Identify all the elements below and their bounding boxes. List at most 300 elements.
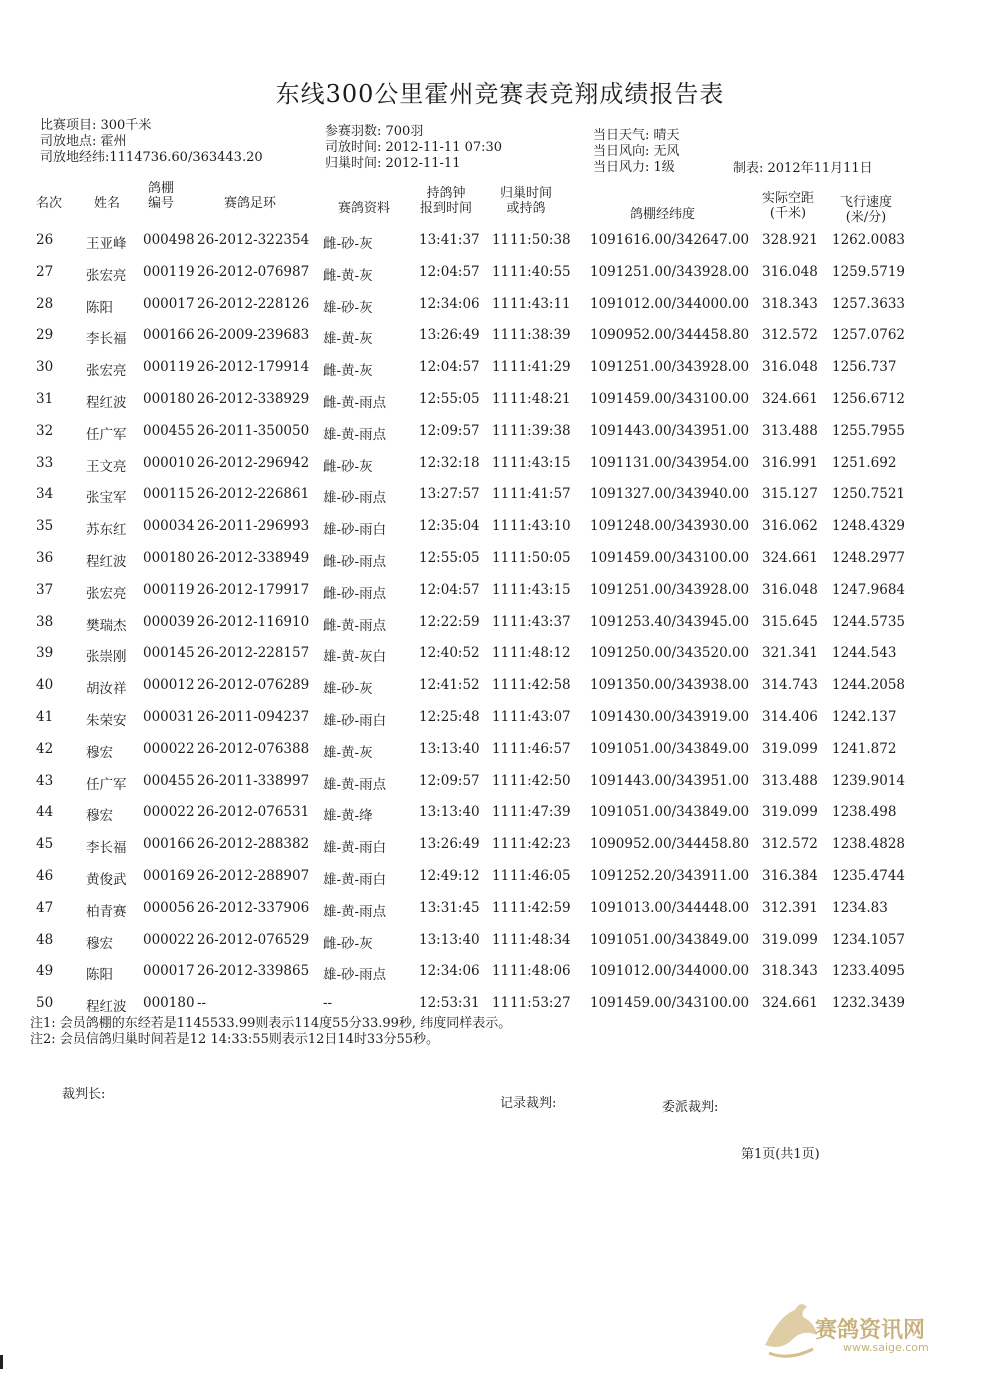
cell-loft: 000180 xyxy=(143,995,195,1012)
cell-ret: 11:43:37 xyxy=(510,613,571,630)
cell-loft: 000012 xyxy=(143,677,195,694)
cell-day: 11 xyxy=(492,390,510,407)
cell-name: 程红波 xyxy=(86,553,127,570)
cell-speed: 1244.5735 xyxy=(832,613,906,630)
cell-loft: 000056 xyxy=(143,899,195,916)
cell-dist: 312.572 xyxy=(762,327,818,344)
cell-ret: 11:42:58 xyxy=(510,677,571,694)
wind-direction: 当日风向: 无风 xyxy=(593,144,680,159)
cell-dist: 315.645 xyxy=(762,613,818,630)
cell-speed: 1256.6712 xyxy=(832,390,906,407)
table-row xyxy=(0,576,1000,608)
cell-rank: 32 xyxy=(36,422,54,439)
cell-day: 11 xyxy=(492,359,510,376)
cell-ring: 26-2012-116910 xyxy=(197,613,310,630)
cell-loft: 000034 xyxy=(143,518,195,535)
cell-dist: 316.991 xyxy=(762,454,818,471)
cell-dist: 313.488 xyxy=(762,422,818,439)
cell-clock: 12:49:12 xyxy=(419,867,480,884)
table-row xyxy=(0,417,1000,449)
cell-day: 11 xyxy=(492,804,510,821)
cell-coord: 1091051.00/343849.00 xyxy=(590,931,750,948)
cell-ret: 11:47:39 xyxy=(510,804,571,821)
chief-judge-label: 裁判长: xyxy=(62,1087,106,1102)
note-1: 注1: 会员鸽棚的东经若是1145533.99则表示114度55分33.99秒, 纬度同样表示。 xyxy=(30,1016,512,1031)
cell-day: 11 xyxy=(492,327,510,344)
cell-speed: 1241.872 xyxy=(832,740,897,757)
header-loft-no: 鸽棚 编号 xyxy=(148,181,175,211)
cell-ring: 26-2011-338997 xyxy=(197,772,310,789)
cell-ret: 11:43:10 xyxy=(510,518,571,535)
cell-coord: 1091252.20/343911.00 xyxy=(590,867,750,884)
cell-ret: 11:42:59 xyxy=(510,899,571,916)
cell-ring: 26-2012-339865 xyxy=(197,963,310,980)
cell-coord: 1090952.00/344458.80 xyxy=(590,836,750,853)
cell-dist: 316.048 xyxy=(762,581,818,598)
cell-ret: 11:53:27 xyxy=(510,995,571,1012)
cell-ring: 26-2012-296942 xyxy=(197,454,310,471)
cell-day: 11 xyxy=(492,931,510,948)
cell-clock: 12:22:59 xyxy=(419,613,480,630)
table-row xyxy=(0,894,1000,926)
cell-name: 胡汝祥 xyxy=(86,681,127,698)
cell-day: 11 xyxy=(492,295,510,312)
cell-coord: 1091012.00/344000.00 xyxy=(590,963,750,980)
table-row xyxy=(0,226,1000,258)
header-speed: 飞行速度 (米/分) xyxy=(840,195,893,225)
cell-desc: 雌-砂-雨点 xyxy=(323,585,387,602)
cell-rank: 36 xyxy=(36,549,54,566)
cell-ret: 11:42:23 xyxy=(510,836,571,853)
cell-dist: 324.661 xyxy=(762,995,818,1012)
cell-ret: 11:48:06 xyxy=(510,963,571,980)
cell-desc: 雄-砂-灰 xyxy=(323,299,373,316)
cell-ret: 11:48:12 xyxy=(510,645,571,662)
header-name: 姓名 xyxy=(94,196,121,211)
cell-name: 张崇刚 xyxy=(86,649,127,666)
note-2: 注2: 会员信鸽归巢时间若是12 14:33:55则表示12日14时33分55秒。 xyxy=(30,1032,440,1047)
cell-dist: 319.099 xyxy=(762,804,818,821)
table-row xyxy=(0,639,1000,671)
cell-desc: 雄-黄-雨白 xyxy=(323,871,387,888)
cell-clock: 12:34:06 xyxy=(419,963,480,980)
table-row xyxy=(0,608,1000,640)
cell-speed: 1257.3633 xyxy=(832,295,906,312)
table-row xyxy=(0,449,1000,481)
cell-speed: 1239.9014 xyxy=(832,772,906,789)
table-row xyxy=(0,830,1000,862)
header-clock-time: 持鸽钟 报到时间 xyxy=(420,186,473,216)
cell-coord: 1091013.00/344448.00 xyxy=(590,899,750,916)
cell-ring: 26-2012-076531 xyxy=(197,804,310,821)
header-coordinates: 鸽棚经纬度 xyxy=(630,207,696,222)
cell-desc: 雄-砂-雨点 xyxy=(323,967,387,984)
cell-rank: 26 xyxy=(36,232,54,248)
cell-name: 陈阳 xyxy=(86,299,113,316)
header-ring: 赛鸽足环 xyxy=(224,196,277,211)
cell-speed: 1248.2977 xyxy=(832,549,906,566)
cell-ret: 11:46:05 xyxy=(510,867,571,884)
cell-desc: 雄-黄-绛 xyxy=(323,808,373,825)
weather: 当日天气: 晴天 xyxy=(593,128,680,143)
cell-loft: 000119 xyxy=(143,359,195,376)
cell-day: 11 xyxy=(492,867,510,884)
cell-coord: 1091131.00/343954.00 xyxy=(590,454,750,471)
cell-speed: 1255.7955 xyxy=(832,422,906,439)
cell-speed: 1247.9684 xyxy=(832,581,906,598)
cell-ret: 11:41:57 xyxy=(510,486,571,503)
cell-day: 11 xyxy=(492,549,510,566)
table-row xyxy=(0,258,1000,290)
table-row xyxy=(0,671,1000,703)
cell-dist: 312.572 xyxy=(762,836,818,853)
wind-force: 当日风力: 1级 xyxy=(593,160,675,175)
committee-judge-label: 委派裁判: xyxy=(662,1100,719,1115)
cell-name: 穆宏 xyxy=(86,744,113,761)
notes xyxy=(30,1016,511,1048)
cell-loft: 000031 xyxy=(143,708,195,725)
cell-speed: 1232.3439 xyxy=(832,995,906,1012)
cell-loft: 000115 xyxy=(143,486,195,503)
page-number: 第1页(共1页) xyxy=(741,1147,820,1162)
cell-day: 11 xyxy=(492,899,510,916)
report-title: 东线300公里霍州竞赛表竞翔成绩报告表 xyxy=(275,80,725,108)
cell-coord: 1091051.00/343849.00 xyxy=(590,804,750,821)
cell-speed: 1250.7521 xyxy=(832,486,906,503)
table-row xyxy=(0,798,1000,830)
cell-desc: 雄-黄-雨点 xyxy=(323,776,387,793)
cell-name: 李长福 xyxy=(86,331,127,348)
cell-ret: 11:43:07 xyxy=(510,708,571,725)
cell-rank: 41 xyxy=(36,708,54,725)
cell-name: 苏东红 xyxy=(86,522,127,539)
scan-mark xyxy=(0,1355,3,1369)
cell-dist: 316.062 xyxy=(762,518,818,535)
cell-desc: 雌-砂-灰 xyxy=(323,236,373,252)
cell-rank: 38 xyxy=(36,613,54,630)
results-table xyxy=(0,226,1000,1021)
cell-coord: 1091459.00/343100.00 xyxy=(590,390,750,407)
cell-speed: 1259.5719 xyxy=(832,263,906,280)
cell-day: 11 xyxy=(492,963,510,980)
cell-ring: 26-2012-076529 xyxy=(197,931,310,948)
cell-name: 程红波 xyxy=(86,999,127,1016)
cell-ret: 11:41:29 xyxy=(510,359,571,376)
cell-name: 穆宏 xyxy=(86,808,113,825)
cell-dist: 316.048 xyxy=(762,263,818,280)
cell-coord: 1091248.00/343930.00 xyxy=(590,518,750,535)
table-row xyxy=(0,862,1000,894)
cell-rank: 28 xyxy=(36,295,54,312)
cell-desc: 雄-黄-灰白 xyxy=(323,649,387,666)
cell-clock: 13:26:49 xyxy=(419,836,480,853)
cell-ret: 11:48:21 xyxy=(510,390,571,407)
cell-ring: 26-2012-288907 xyxy=(197,867,310,884)
cell-dist: 316.048 xyxy=(762,359,818,376)
release-time: 司放时间: 2012-11-11 07:30 xyxy=(325,140,503,155)
cell-clock: 12:34:06 xyxy=(419,295,480,312)
cell-ret: 11:50:38 xyxy=(510,232,571,248)
cell-ring: 26-2011-350050 xyxy=(197,422,310,439)
cell-coord: 1091012.00/344000.00 xyxy=(590,295,750,312)
table-row xyxy=(0,735,1000,767)
cell-day: 11 xyxy=(492,836,510,853)
watermark-url: www.saige.com xyxy=(843,1341,929,1354)
cell-clock: 13:27:57 xyxy=(419,486,480,503)
cell-desc: 雄-黄-灰 xyxy=(323,744,373,761)
cell-dist: 314.743 xyxy=(762,677,818,694)
cell-ret: 11:40:55 xyxy=(510,263,571,280)
cell-dist: 313.488 xyxy=(762,772,818,789)
cell-loft: 000498 xyxy=(143,232,195,248)
cell-clock: 12:04:57 xyxy=(419,263,480,280)
cell-day: 11 xyxy=(492,995,510,1012)
cell-rank: 48 xyxy=(36,931,54,948)
cell-name: 程红波 xyxy=(86,394,127,411)
cell-loft: 000119 xyxy=(143,581,195,598)
cell-clock: 12:04:57 xyxy=(419,581,480,598)
cell-rank: 42 xyxy=(36,740,54,757)
cell-coord: 1091443.00/343951.00 xyxy=(590,772,750,789)
cell-speed: 1234.1057 xyxy=(832,931,906,948)
cell-speed: 1238.4828 xyxy=(832,836,906,853)
cell-speed: 1257.0762 xyxy=(832,327,906,344)
cell-name: 王亚峰 xyxy=(86,236,127,252)
cell-name: 柏青赛 xyxy=(86,903,127,920)
cell-ret: 11:50:05 xyxy=(510,549,571,566)
cell-day: 11 xyxy=(492,263,510,280)
cell-clock: 12:09:57 xyxy=(419,422,480,439)
cell-ring: 26-2012-179917 xyxy=(197,581,310,598)
entry-count: 参赛羽数: 700羽 xyxy=(325,124,424,139)
cell-dist: 318.343 xyxy=(762,295,818,312)
cell-loft: 000166 xyxy=(143,836,195,853)
release-location: 司放地点: 霍州 xyxy=(40,134,127,149)
cell-desc: 雄-砂-雨白 xyxy=(323,522,387,539)
cell-loft: 000010 xyxy=(143,454,195,471)
cell-loft: 000022 xyxy=(143,740,195,757)
cell-loft: 000017 xyxy=(143,295,195,312)
cell-ring: 26-2012-228126 xyxy=(197,295,310,312)
cell-rank: 30 xyxy=(36,359,54,376)
cell-desc: 雄-黄-雨点 xyxy=(323,426,387,443)
cell-day: 11 xyxy=(492,518,510,535)
cell-ring: 26-2012-076987 xyxy=(197,263,310,280)
cell-coord: 1091430.00/343919.00 xyxy=(590,708,750,725)
cell-clock: 12:32:18 xyxy=(419,454,480,471)
cell-dist: 324.661 xyxy=(762,390,818,407)
cell-name: 张宝军 xyxy=(86,490,127,507)
cell-rank: 39 xyxy=(36,645,54,662)
cell-desc: 雌-黄-灰 xyxy=(323,363,373,380)
cell-dist: 316.384 xyxy=(762,867,818,884)
cell-rank: 35 xyxy=(36,518,54,535)
cell-ring: 26-2011-296993 xyxy=(197,518,310,535)
cell-desc: 雌-黄-雨点 xyxy=(323,617,387,634)
race-info-right xyxy=(593,128,680,176)
cell-coord: 1091051.00/343849.00 xyxy=(590,740,750,757)
cell-ret: 11:46:57 xyxy=(510,740,571,757)
cell-desc: 雌-砂-雨点 xyxy=(323,553,387,570)
cell-rank: 47 xyxy=(36,899,54,916)
cell-speed: 1251.692 xyxy=(832,454,897,471)
header-return-time: 归巢时间 或持鸽 xyxy=(500,186,553,216)
cell-name: 王文亮 xyxy=(86,458,127,475)
cell-day: 11 xyxy=(492,232,510,248)
cell-clock: 12:35:04 xyxy=(419,518,480,535)
cell-coord: 1091459.00/343100.00 xyxy=(590,549,750,566)
cell-rank: 34 xyxy=(36,486,54,503)
cell-clock: 12:55:05 xyxy=(419,390,480,407)
cell-clock: 12:53:31 xyxy=(419,995,480,1012)
table-row xyxy=(0,385,1000,417)
cell-clock: 13:13:40 xyxy=(419,804,480,821)
cell-ring: 26-2012-228157 xyxy=(197,645,310,662)
cell-loft: 000455 xyxy=(143,422,195,439)
watermark xyxy=(755,1295,970,1365)
cell-rank: 40 xyxy=(36,677,54,694)
cell-coord: 1091251.00/343928.00 xyxy=(590,263,750,280)
cell-ring: 26-2011-094237 xyxy=(197,708,310,725)
cell-ret: 11:43:15 xyxy=(510,581,571,598)
cell-rank: 27 xyxy=(36,263,54,280)
cell-desc: 雄-砂-雨点 xyxy=(323,490,387,507)
return-date: 归巢时间: 2012-11-11 xyxy=(325,156,461,171)
cell-loft: 000039 xyxy=(143,613,195,630)
cell-ret: 11:43:11 xyxy=(510,295,571,312)
cell-clock: 12:41:52 xyxy=(419,677,480,694)
cell-loft: 000145 xyxy=(143,645,195,662)
cell-loft: 000180 xyxy=(143,390,195,407)
made-date: 制表: 2012年11月11日 xyxy=(733,161,873,176)
header-rank: 名次 xyxy=(36,196,63,211)
cell-desc: 雌-黄-灰 xyxy=(323,267,373,284)
cell-ret: 11:42:50 xyxy=(510,772,571,789)
table-row xyxy=(0,544,1000,576)
table-row xyxy=(0,926,1000,958)
cell-ret: 11:48:34 xyxy=(510,931,571,948)
table-row xyxy=(0,703,1000,735)
cell-name: 任广军 xyxy=(86,426,127,443)
cell-speed: 1248.4329 xyxy=(832,518,906,535)
cell-rank: 50 xyxy=(36,995,54,1012)
release-coordinates: 司放地经纬:1114736.60/363443.20 xyxy=(40,150,263,165)
cell-ring: 26-2012-076289 xyxy=(197,677,310,694)
cell-clock: 13:13:40 xyxy=(419,931,480,948)
cell-clock: 13:13:40 xyxy=(419,740,480,757)
cell-rank: 33 xyxy=(36,454,54,471)
cell-speed: 1242.137 xyxy=(832,708,897,725)
table-row xyxy=(0,353,1000,385)
table-row xyxy=(0,290,1000,322)
cell-desc: 雌-砂-灰 xyxy=(323,935,373,952)
cell-ring: 26-2012-226861 xyxy=(197,486,310,503)
cell-coord: 1091327.00/343940.00 xyxy=(590,486,750,503)
cell-coord: 1090952.00/344458.80 xyxy=(590,327,750,344)
table-row xyxy=(0,767,1000,799)
cell-loft: 000017 xyxy=(143,963,195,980)
cell-clock: 12:25:48 xyxy=(419,708,480,725)
cell-name: 任广军 xyxy=(86,776,127,793)
cell-ret: 11:43:15 xyxy=(510,454,571,471)
cell-rank: 44 xyxy=(36,804,54,821)
header-desc: 赛鸽资料 xyxy=(338,201,391,216)
cell-dist: 321.341 xyxy=(762,645,818,662)
cell-rank: 46 xyxy=(36,867,54,884)
cell-dist: 319.099 xyxy=(762,931,818,948)
cell-rank: 45 xyxy=(36,836,54,853)
cell-loft: 000166 xyxy=(143,327,195,344)
cell-loft: 000169 xyxy=(143,867,195,884)
cell-ring: 26-2012-337906 xyxy=(197,899,310,916)
cell-day: 11 xyxy=(492,613,510,630)
cell-clock: 13:41:37 xyxy=(419,232,480,248)
cell-loft: 000022 xyxy=(143,804,195,821)
cell-day: 11 xyxy=(492,772,510,789)
cell-day: 11 xyxy=(492,645,510,662)
cell-day: 11 xyxy=(492,422,510,439)
race-info-left xyxy=(40,118,263,166)
cell-day: 11 xyxy=(492,454,510,471)
cell-dist: 319.099 xyxy=(762,740,818,757)
cell-desc: 雄-黄-灰 xyxy=(323,331,373,348)
cell-dist: 324.661 xyxy=(762,549,818,566)
cell-coord: 1091251.00/343928.00 xyxy=(590,581,750,598)
cell-ring: -- xyxy=(197,995,207,1012)
cell-rank: 43 xyxy=(36,772,54,789)
race-info-middle xyxy=(325,124,502,172)
cell-ring: 26-2012-338949 xyxy=(197,549,310,566)
cell-speed: 1234.83 xyxy=(832,899,888,916)
cell-loft: 000455 xyxy=(143,772,195,789)
table-row xyxy=(0,480,1000,512)
cell-ret: 11:39:38 xyxy=(510,422,571,439)
record-judge-label: 记录裁判: xyxy=(500,1096,557,1111)
cell-dist: 318.343 xyxy=(762,963,818,980)
table-row xyxy=(0,321,1000,353)
cell-clock: 12:09:57 xyxy=(419,772,480,789)
cell-speed: 1244.2058 xyxy=(832,677,906,694)
race-event: 比赛项目: 300千米 xyxy=(40,118,152,133)
cell-day: 11 xyxy=(492,581,510,598)
cell-clock: 12:40:52 xyxy=(419,645,480,662)
cell-rank: 31 xyxy=(36,390,54,407)
cell-name: 张宏亮 xyxy=(86,363,127,380)
cell-desc: 雄-黄-雨白 xyxy=(323,840,387,857)
cell-speed: 1262.0083 xyxy=(832,232,906,248)
cell-ring: 26-2012-322354 xyxy=(197,232,310,248)
cell-rank: 29 xyxy=(36,327,54,344)
cell-speed: 1233.4095 xyxy=(832,963,906,980)
cell-day: 11 xyxy=(492,677,510,694)
cell-clock: 13:26:49 xyxy=(419,327,480,344)
header-distance: 实际空距 (千米) xyxy=(762,191,815,221)
cell-name: 陈阳 xyxy=(86,967,113,984)
cell-loft: 000022 xyxy=(143,931,195,948)
cell-coord: 1091443.00/343951.00 xyxy=(590,422,750,439)
cell-name: 樊瑞杰 xyxy=(86,617,127,634)
cell-speed: 1244.543 xyxy=(832,645,897,662)
cell-name: 张宏亮 xyxy=(86,267,127,284)
cell-clock: 12:04:57 xyxy=(419,359,480,376)
cell-name: 穆宏 xyxy=(86,935,113,952)
cell-ring: 26-2012-338929 xyxy=(197,390,310,407)
cell-coord: 1091250.00/343520.00 xyxy=(590,645,750,662)
table-row xyxy=(0,512,1000,544)
cell-clock: 12:55:05 xyxy=(419,549,480,566)
cell-ring: 26-2009-239683 xyxy=(197,327,310,344)
cell-desc: 雄-黄-雨点 xyxy=(323,903,387,920)
